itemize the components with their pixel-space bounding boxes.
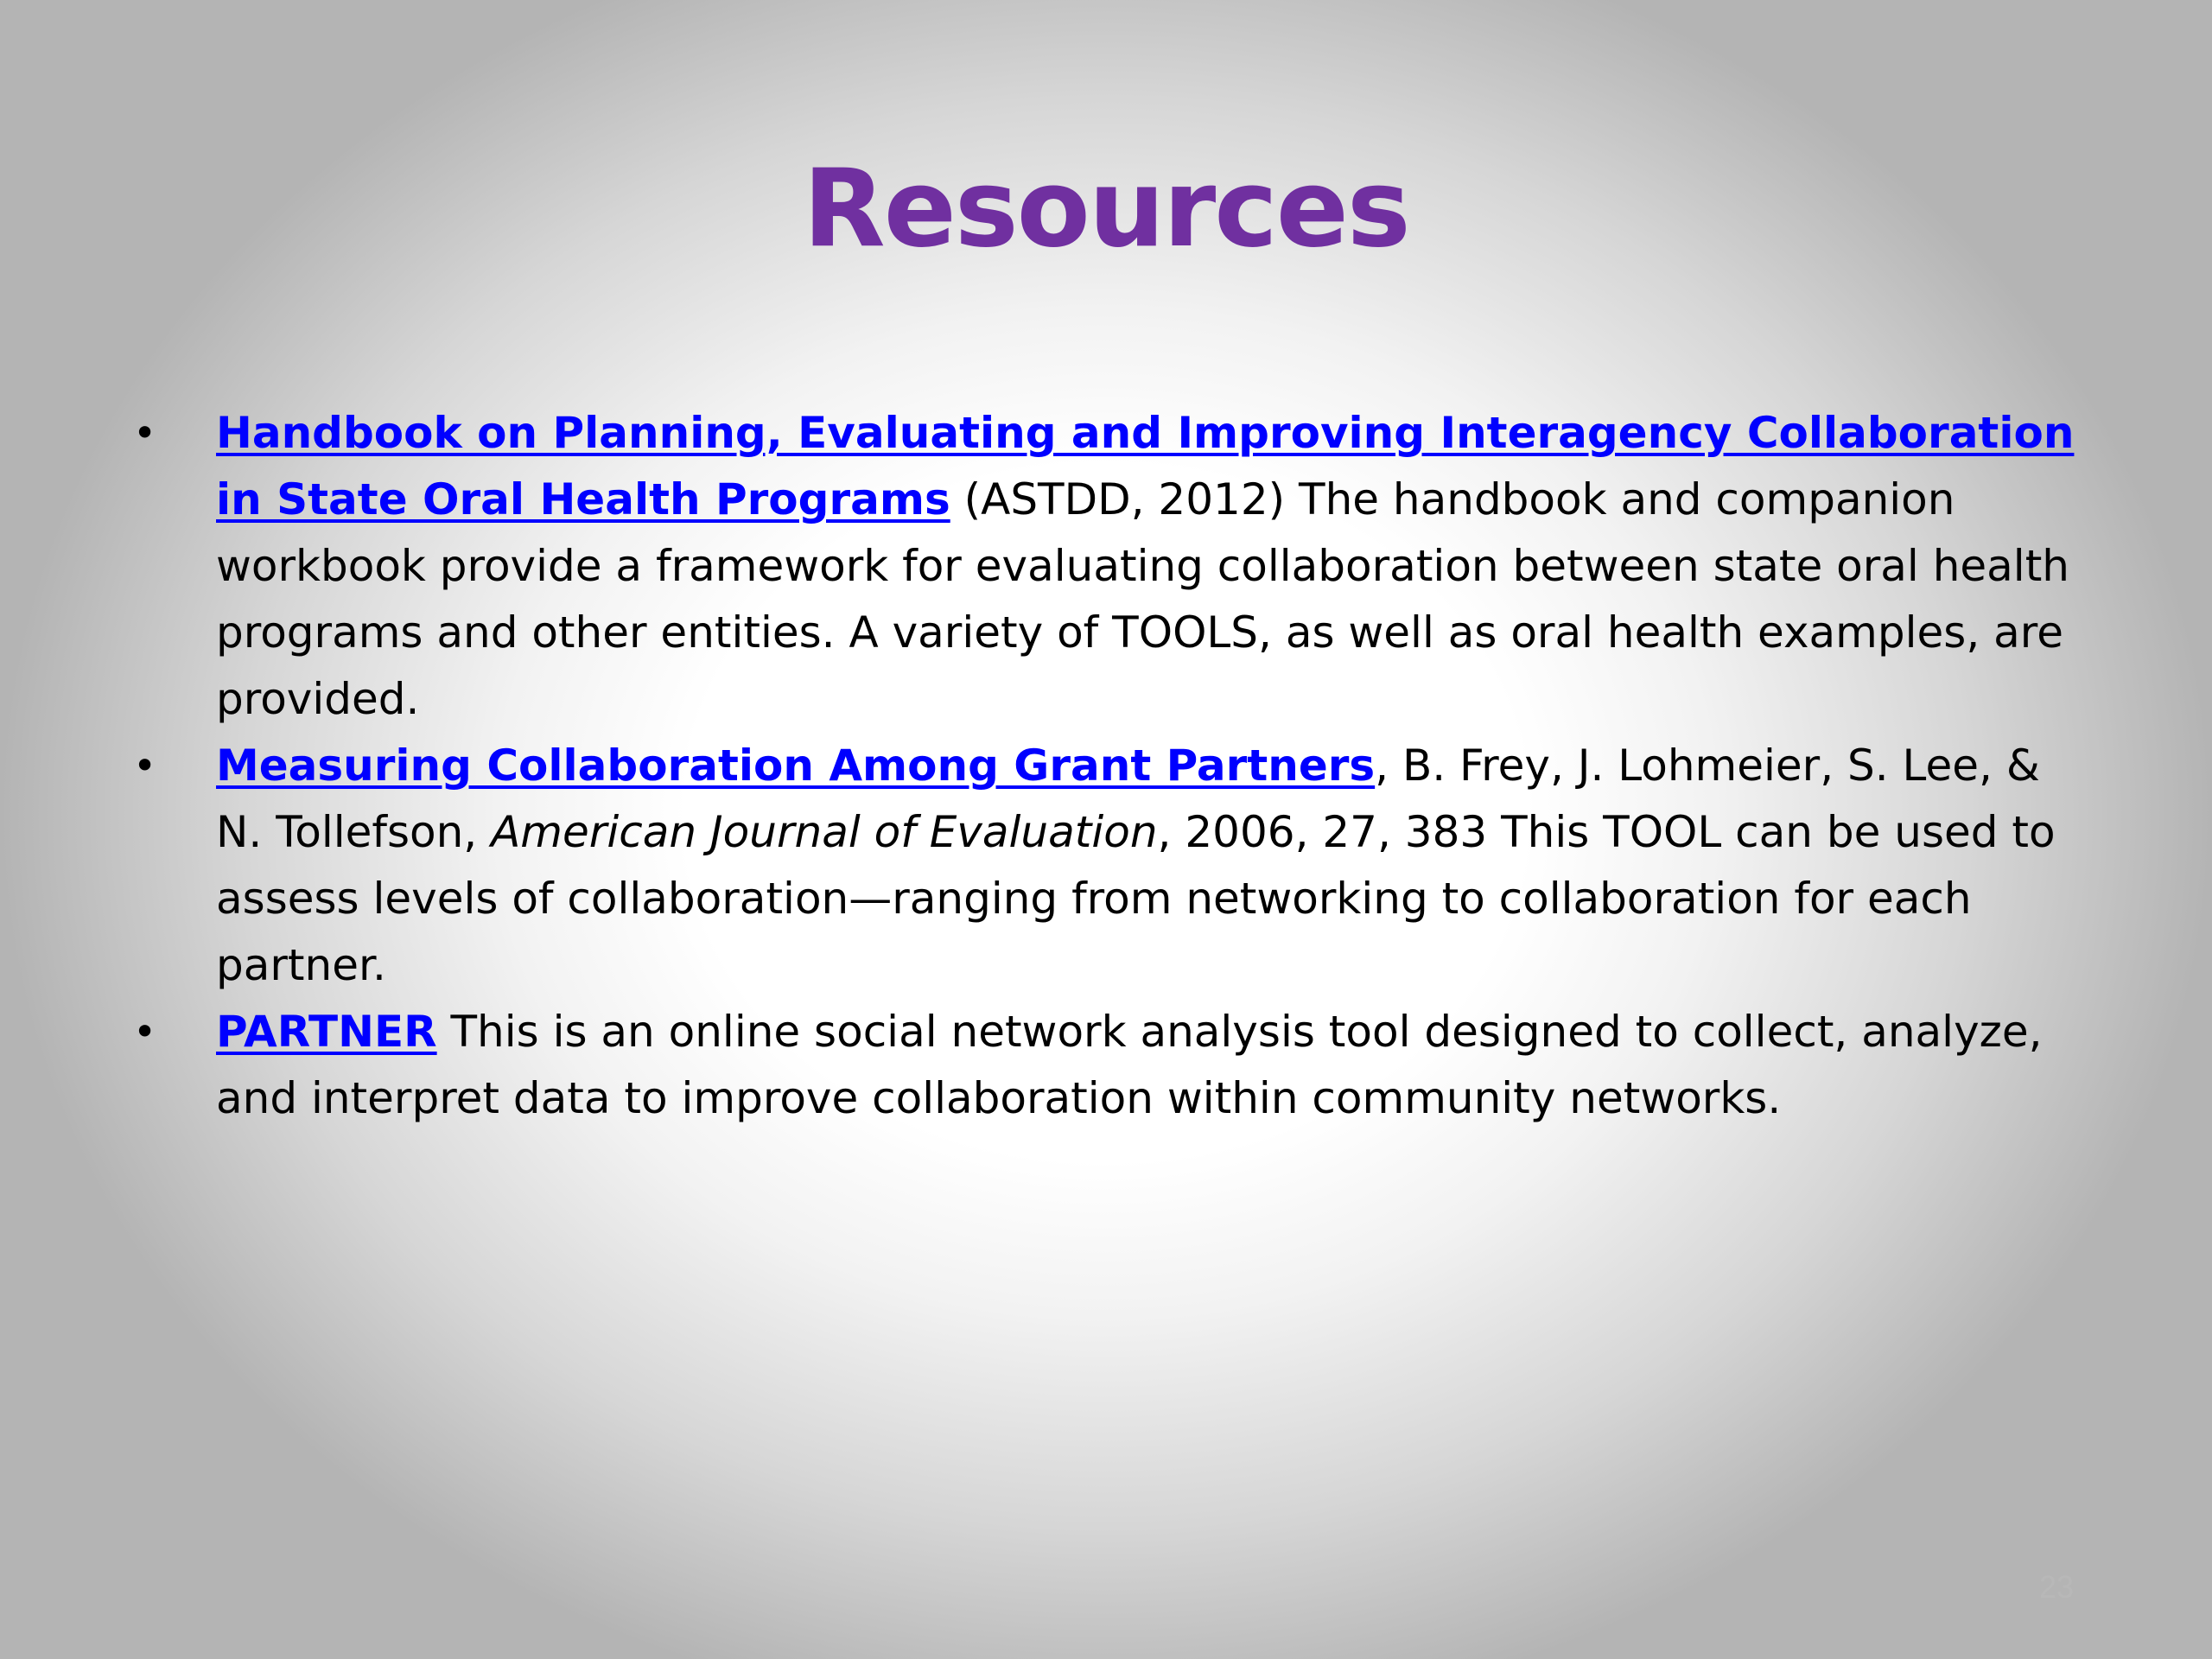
citation-authors: , B. Frey, J. Lohmeier, S. Lee, & N. Tollefson, [216,741,2040,857]
handbook-link[interactable]: Handbook on Planning, Evaluating and Improving Interagency Collaboration in State Oral Health Programs [216,408,2075,524]
measuring-collaboration-link[interactable]: Measuring Collaboration Among Grant Partners [216,741,1376,791]
resource-list [130,400,2091,1132]
slide-title: Resources [803,147,1409,271]
bullet-icon: • [133,742,157,789]
bullet-icon: • [133,410,157,456]
list-item [130,999,2091,1132]
partner-description: This is an online social network analysis tool designed to collect, analyze, and interpret data to improve collaboration within community networks. [216,1007,2043,1123]
partner-link[interactable]: PARTNER [216,1007,437,1057]
journal-name: American Journal of Evaluation [491,807,1158,857]
list-item [130,733,2091,999]
bullet-icon: • [133,1008,157,1055]
page-number: 23 [2038,1569,2074,1605]
list-item [130,400,2091,733]
citation-description: , 2006, 27, 383 This TOOL can be used to assess levels of collaboration—ranging from networking to collaboration for each partner. [216,807,2056,990]
handbook-description: (ASTDD, 2012) The handbook and companion workbook provide a framework for evaluating collaboration between state oral health programs and other entities. A variety of TOOLS, as well as oral health examples, are provided. [216,474,2069,724]
